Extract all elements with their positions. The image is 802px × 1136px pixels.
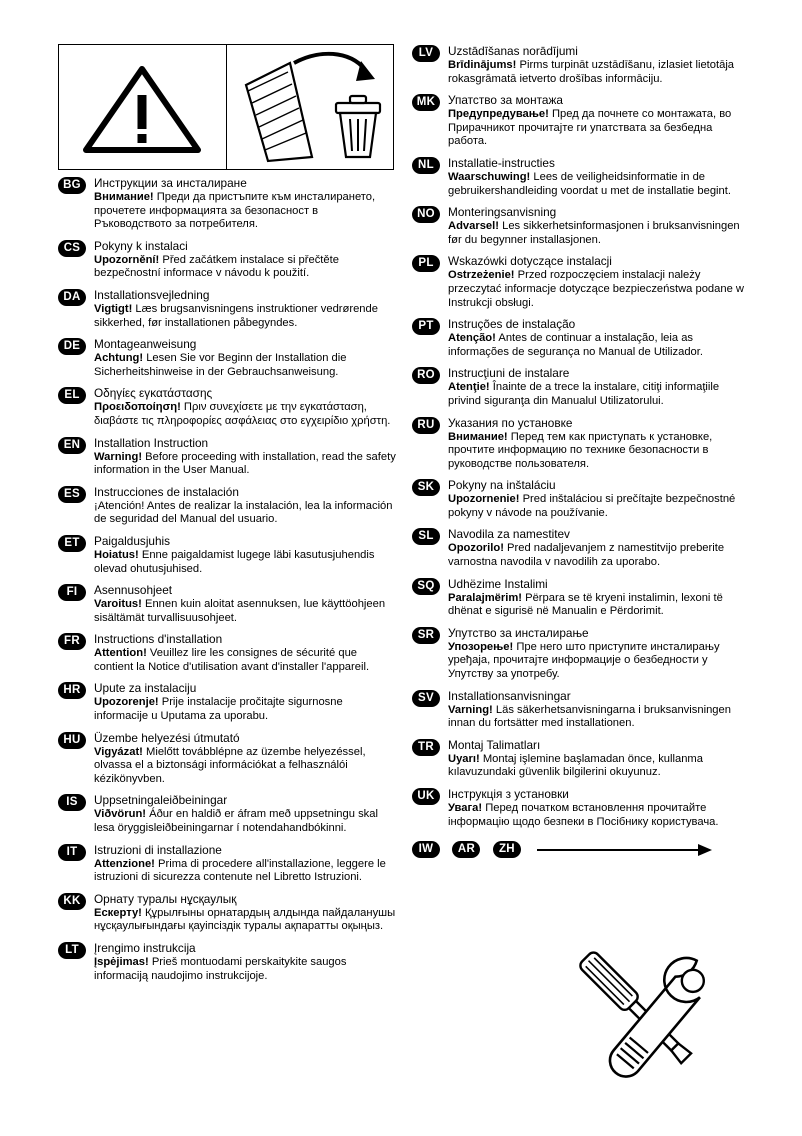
language-lead: Paralajmërim! (448, 591, 523, 604)
language-title: Installationsvejledning (94, 287, 210, 302)
language-text: Pred inštaláciou si prečítajte bezpečnostné pokyny v návode na používanie. (448, 493, 736, 519)
language-lead: Upozornenie! (448, 493, 520, 506)
language-title: Montaj Talimatları (448, 737, 541, 752)
language-entry (412, 156, 752, 198)
language-body (448, 220, 752, 247)
language-entry (412, 317, 752, 359)
language-code-badge: DE (58, 338, 86, 355)
language-text: Před začátkem instalace si přečtěte bezpečnostní informace v návodu k použití. (94, 253, 339, 280)
language-lead: Предупредување! (448, 108, 549, 121)
language-title: Упутство за инсталирање (448, 625, 589, 640)
language-lead: Attenzione! (94, 857, 155, 870)
language-text: Läs säkerhetsanvisningarna i bruksanvisningen innan du fortsätter med installationen. (448, 703, 731, 730)
language-column-right (412, 44, 752, 863)
language-code-badge: KK (58, 893, 86, 910)
language-title: Указания по установке (448, 415, 573, 430)
language-lead: Upozornění! (94, 253, 160, 266)
language-code-badge: SR (412, 627, 440, 644)
language-entry (412, 527, 752, 569)
language-lead: Vigtigt! (94, 302, 133, 315)
language-entry (412, 478, 752, 520)
language-lead: Προειδοποίηση! (94, 401, 181, 414)
language-entry (58, 892, 398, 934)
language-text: Mielőtt továbblépne az üzembe helyezéssel, olvassa el a biztonsági információkat a felhasználói kézikönyvben. (94, 745, 366, 785)
language-text: Lesen Sie vor Beginn der Installation die Sicherheitshinweise in der Gebrauchsanweisung. (94, 352, 347, 378)
language-body (448, 493, 752, 520)
language-code-badge: SV (412, 690, 440, 707)
language-body (448, 269, 752, 310)
language-title: Asennusohjeet (94, 583, 173, 598)
language-title: Упатство за монтажа (448, 93, 563, 108)
language-code-badge: EL (58, 387, 86, 404)
language-lead: Upozorenje! (94, 696, 159, 709)
language-entry (412, 44, 752, 86)
language-code-badge: IW (412, 841, 440, 858)
language-body (94, 647, 398, 674)
language-code-badge: ES (58, 486, 86, 503)
language-text: Înainte de a trece la instalare, citiţi informaţiile privind siguranţa din Manualul Utilizatorului. (448, 381, 720, 407)
language-entry (58, 176, 398, 232)
language-body (94, 598, 398, 625)
language-lead: Viðvörun! (94, 808, 147, 821)
language-lead: Ostrzeżenie! (448, 269, 515, 282)
language-code-badge: IS (58, 794, 86, 811)
language-text: Пред да почнете со монтажата, во Прирачникот прочитајте ги упатствата за безбедна работа. (448, 108, 732, 148)
language-lead: Opozorilo! (448, 542, 504, 555)
language-code-badge: FR (58, 633, 86, 650)
language-title: Monteringsanvisning (448, 205, 557, 220)
language-text: Prije instalacije pročitajte sigurnosne informacije u Uputama za uporabu. (94, 696, 343, 723)
language-text: Before proceeding with installation, read the safety information in the User Manual. (94, 450, 396, 477)
language-text: Pred nadaljevanjem z namestitvijo preberite varnostna navodila v navodilih za uporabo. (448, 542, 725, 569)
language-entry (58, 681, 398, 723)
language-title: Instructions d'installation (94, 632, 223, 647)
language-body (94, 907, 398, 934)
language-body (448, 332, 752, 359)
language-body (94, 858, 398, 885)
language-code-badge: SK (412, 479, 440, 496)
language-title: Instrucţiuni de instalare (448, 366, 570, 381)
language-entry (412, 254, 752, 310)
language-text: Læs brugsanvisningens instruktioner vedrørende sikkerhed, før installationen påbegyndes. (94, 302, 378, 329)
language-body (448, 381, 752, 408)
language-title: Uzstādīšanas norādījumi (448, 44, 578, 58)
language-text: Перед тем как приступать к установке, прочтите информацию по технике безопасности в руководстве пользователя. (448, 430, 713, 470)
language-title: Installatie-instructies (448, 155, 555, 170)
language-code-badge: LV (412, 45, 440, 62)
language-code-badge: NO (412, 206, 440, 223)
language-text: Veuillez lire les consignes de sécurité que contient la Notice d'utilisation avant d'installer l'appareil. (94, 647, 370, 673)
language-body (448, 802, 752, 829)
language-title: Upute za instalaciju (94, 681, 197, 696)
language-lead: Упозорење! (448, 640, 514, 653)
language-code-badge: BG (58, 177, 86, 194)
language-code-badge: EN (58, 437, 86, 454)
language-body (448, 542, 752, 569)
language-code-badge: TR (412, 739, 440, 756)
language-body (448, 641, 752, 682)
language-body (94, 352, 398, 379)
language-text: Преди да пристъпите към инсталирането, прочетете информацията за безопасност в Ръководството за потребителя. (94, 191, 376, 231)
language-lead: Varning! (448, 703, 493, 716)
language-code-badge: DA (58, 289, 86, 306)
language-body (94, 401, 398, 428)
language-lead: Внимание! (94, 191, 154, 203)
language-entry (412, 93, 752, 149)
language-body (448, 753, 752, 780)
warning-triangle-icon (83, 65, 201, 158)
language-title: Navodila za namestitev (448, 527, 570, 542)
language-text: Përpara se të kryeni instalimin, lexoni të dhënat e sigurisë në Manualin e Përdorimit. (448, 591, 723, 618)
language-lead: Brīdinājums! (448, 59, 517, 71)
language-entry (58, 337, 398, 379)
language-title: Wskazówki dotyczące instalacji (448, 254, 612, 269)
language-text: Enne paigaldamist lugege läbi kasutusjuhendis olevad ohutusjuhised. (94, 548, 375, 575)
language-title: Udhëzime Instalimi (448, 576, 548, 591)
language-entry (58, 436, 398, 478)
language-entry (412, 205, 752, 247)
language-entry (58, 941, 398, 983)
language-lead: Attention! (94, 647, 147, 660)
language-entry (412, 416, 752, 472)
language-text: Przed rozpoczęciem instalacji należy przeczytać informacje dotyczące bezpieczeństwa podane w Instrukcji obsługi. (448, 269, 744, 309)
language-entry (412, 787, 752, 829)
disposal-pictogram (228, 45, 395, 171)
language-entry (412, 577, 752, 619)
language-code-badge: FI (58, 584, 86, 601)
language-title: Üzembe helyezési útmutató (94, 730, 240, 745)
language-code-badge: PT (412, 318, 440, 335)
language-entry (58, 632, 398, 674)
language-code-badge: HU (58, 732, 86, 749)
pictogram-box (58, 44, 394, 170)
language-text: Πριν συνεχίσετε με την εγκατάσταση, διαβάστε τις πληροφορίες ασφάλειας στο εγχειρίδιο χρήστη. (94, 401, 391, 427)
language-text: Áður en haldið er áfram með uppsetningu skal lesa öryggisleiðbeiningarnar í notendahandbókinni. (94, 808, 378, 835)
language-text: Ennen kuin aloitat asennuksen, lue käyttöohjeen sisältämät turvallisuusohjeet. (94, 598, 386, 624)
language-text: Пре него што приступите инсталирању уређаја, прочитајте информације о безбедности у Упутству за употребу. (448, 640, 720, 681)
language-code-badge: ET (58, 535, 86, 552)
language-entry (58, 843, 398, 885)
language-body (94, 303, 398, 330)
language-entry (412, 689, 752, 731)
language-body (94, 254, 398, 281)
language-body (448, 108, 752, 149)
language-title: Instruções de instalação (448, 317, 576, 332)
language-title: Uppsetningaleiðbeiningar (94, 793, 228, 808)
language-code-badge: MK (412, 94, 440, 111)
language-text: Prieš montuodami perskaitykite saugos informaciją naudojimo instrukcijoje. (94, 956, 347, 982)
language-code-badge: ZH (493, 841, 521, 858)
language-text: Montaj işlemine başlamadan önce, kullanma kılavuzundaki güvenlik bilgilerini okuyunuz. (448, 752, 703, 779)
language-lead: Atenţie! (448, 381, 490, 394)
language-lead: Varoitus! (94, 598, 142, 611)
language-lead: Waarschuwing! (448, 170, 531, 183)
language-code-badge: LT (58, 942, 86, 959)
language-body (448, 592, 752, 619)
language-lead: Įspėjimas! (94, 956, 149, 968)
language-body (94, 808, 398, 835)
language-entry (412, 366, 752, 408)
language-body (94, 191, 398, 232)
language-entry (58, 583, 398, 625)
language-lead: Внимание! (448, 430, 508, 443)
language-body (94, 696, 398, 723)
language-code-badge: PL (412, 255, 440, 272)
language-code-badge: SQ (412, 578, 440, 595)
pictogram-divider (226, 45, 227, 169)
language-lead: Advarsel! (448, 220, 499, 233)
extra-language-badges-row (412, 841, 752, 863)
language-title: Installationsanvisningar (448, 688, 571, 703)
language-text: Құрылғыны орнатардың алдында пайдаланушы нұсқаулығындағы қауіпсіздік туралы ақпаратты оқыңыз. (94, 906, 396, 933)
language-entry (58, 534, 398, 576)
language-title: Орнату туралы нұсқаулық (94, 891, 237, 906)
language-title: Montageanweisung (94, 337, 197, 352)
language-body (448, 59, 752, 86)
language-text: Lees de veiligheidsinformatie in de gebruikershandleiding voordat u met de installatie begint. (448, 170, 731, 197)
language-title: Pokyny na inštaláciu (448, 478, 556, 493)
language-body (448, 704, 752, 731)
language-text: Les sikkerhetsinformasjonen i bruksanvisningen før du begynner installasjonen. (448, 220, 740, 246)
language-entry (58, 731, 398, 787)
language-title: Istruzioni di installazione (94, 842, 222, 857)
language-text: Antes de continuar a instalação, leia as informações de segurança no Manual de Utilizador. (448, 332, 703, 358)
language-lead: Vigyázat! (94, 745, 143, 758)
language-body (448, 171, 752, 198)
language-lead: Увага! (448, 802, 483, 814)
language-body (94, 500, 398, 527)
language-code-badge: UK (412, 788, 440, 805)
language-lead: Atenção! (448, 332, 496, 345)
rtl-direction-arrow-icon (537, 844, 712, 856)
language-lead: Ескерту! (94, 906, 142, 919)
language-text: Prima di procedere all'installazione, leggere le istruzioni di sicurezza contenute nel Libretto Istruzioni. (94, 857, 386, 884)
language-body (448, 431, 752, 472)
language-column-left (58, 176, 398, 990)
language-text: ¡Atención! Antes de realizar la instalación, lea la información de seguridad del Manual del usuario. (94, 499, 393, 526)
language-body (94, 746, 398, 787)
language-entry (58, 793, 398, 835)
language-title: Įrengimo instrukcija (94, 941, 196, 955)
language-lead: Warning! (94, 450, 143, 463)
language-code-badge: SL (412, 528, 440, 545)
language-title: Οδηγίες εγκατάστασης (94, 386, 213, 401)
language-title: Installation Instruction (94, 435, 209, 450)
language-code-badge: CS (58, 240, 86, 257)
language-code-badge: HR (58, 682, 86, 699)
language-text: Перед початком встановлення прочитайте інформацію щодо безпеки в Посібнику користувача. (448, 802, 719, 828)
language-lead: Uyarı! (448, 752, 480, 765)
language-body (94, 956, 398, 983)
language-entry (412, 626, 752, 682)
wrench-and-screwdriver-icon (560, 940, 750, 1115)
language-code-badge: NL (412, 157, 440, 174)
language-entry (412, 738, 752, 780)
language-lead: Achtung! (94, 352, 144, 365)
language-code-badge: RO (412, 367, 440, 384)
language-code-badge: AR (452, 841, 480, 858)
language-entry (58, 239, 398, 281)
language-code-badge: RU (412, 417, 440, 434)
language-entry (58, 386, 398, 428)
language-title: Instrucciones de instalación (94, 484, 239, 499)
language-code-badge: IT (58, 844, 86, 861)
language-text: Pirms turpināt uzstādīšanu, izlasiet lietotāja rokasgrāmatā ietverto drošības informāciju. (448, 59, 735, 85)
language-entry (58, 485, 398, 527)
language-title: Инструкции за инсталиране (94, 176, 247, 190)
language-entry (58, 288, 398, 330)
language-title: Paigaldusjuhis (94, 533, 171, 548)
language-body (94, 451, 398, 478)
language-title: Інструкція з установки (448, 787, 569, 801)
language-body (94, 549, 398, 576)
language-lead: Hoiatus! (94, 548, 139, 561)
language-title: Pokyny k instalaci (94, 238, 188, 253)
